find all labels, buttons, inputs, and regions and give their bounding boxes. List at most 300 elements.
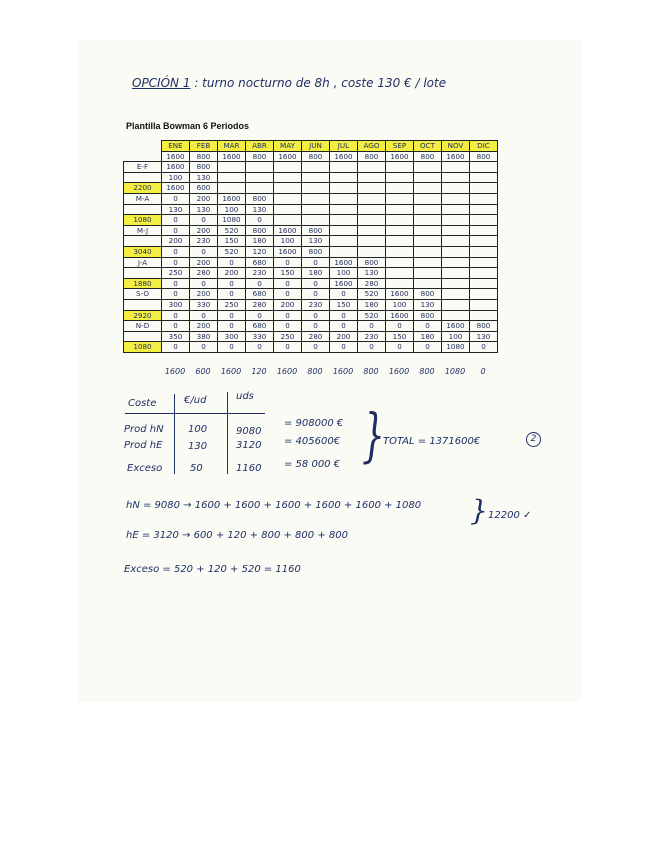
table-cell: 0: [274, 321, 302, 332]
table-cell: 0: [302, 310, 330, 321]
table-cell: 0: [274, 278, 302, 289]
empty-cell: [358, 183, 386, 194]
cost-row-units: 3120: [236, 440, 262, 451]
table-cell: 100: [386, 299, 414, 310]
empty-cell: [386, 215, 414, 226]
cost-row-label: Prod hN: [124, 424, 164, 435]
table-cell: 680: [246, 289, 274, 300]
empty-cell: [414, 172, 442, 183]
empty-cell: [386, 193, 414, 204]
empty-cell: [470, 236, 498, 247]
empty-cell: [330, 236, 358, 247]
empty-cell: [414, 268, 442, 279]
row-label: 1080: [124, 342, 162, 353]
formula-hn: hN = 9080 → 1600 + 1600 + 1600 + 1600 + 1600 + 1080: [126, 500, 422, 511]
empty-cell: [358, 246, 386, 257]
row-label: N-D: [124, 321, 162, 332]
empty-cell: [442, 310, 470, 321]
table-row: [124, 257, 498, 268]
total-value: 120: [251, 367, 267, 376]
corner-cell: [124, 151, 162, 162]
table-cell: 0: [274, 289, 302, 300]
table-cell: 100: [442, 331, 470, 342]
table-cell: 0: [330, 321, 358, 332]
empty-cell: [330, 246, 358, 257]
table-cell: 0: [274, 257, 302, 268]
empty-cell: [218, 183, 246, 194]
table-cell: 130: [190, 172, 218, 183]
empty-cell: [470, 299, 498, 310]
table-cell: 800: [414, 289, 442, 300]
table-cell: 200: [190, 289, 218, 300]
formula-check: 12200 ✓: [488, 510, 532, 521]
total-value: 1600: [276, 367, 298, 376]
page-title: [132, 76, 446, 90]
empty-cell: [386, 183, 414, 194]
table-cell: 130: [470, 331, 498, 342]
empty-cell: [470, 204, 498, 215]
cost-row-eq: = 908000 €: [284, 418, 344, 429]
table-cell: 280: [302, 331, 330, 342]
table-row: [124, 236, 498, 247]
empty-cell: [470, 215, 498, 226]
table-cell: 520: [218, 246, 246, 257]
empty-cell: [330, 193, 358, 204]
empty-cell: [470, 225, 498, 236]
table-cell: 130: [302, 236, 330, 247]
table-cell: 1600: [330, 257, 358, 268]
table-cell: 0: [302, 278, 330, 289]
empty-cell: [330, 204, 358, 215]
table-row: [124, 310, 498, 321]
table-cell: 200: [190, 225, 218, 236]
table-cell: 380: [190, 331, 218, 342]
empty-cell: [414, 225, 442, 236]
empty-cell: [358, 225, 386, 236]
empty-cell: [302, 193, 330, 204]
empty-cell: [442, 162, 470, 173]
cost-row-units: 9080: [236, 426, 262, 437]
table-row: [124, 246, 498, 257]
month-header: MAY: [274, 141, 302, 152]
table-cell: 100: [162, 172, 190, 183]
empty-cell: [386, 172, 414, 183]
table-cell: 0: [358, 342, 386, 353]
cost-header-price: €/ud: [184, 395, 207, 406]
month-header: ABR: [246, 141, 274, 152]
month-header: SEP: [386, 141, 414, 152]
empty-cell: [386, 257, 414, 268]
capacity-cell: 800: [190, 151, 218, 162]
table-cell: 0: [302, 257, 330, 268]
empty-cell: [442, 204, 470, 215]
table-cell: 520: [358, 289, 386, 300]
table-cell: 800: [246, 225, 274, 236]
table-cell: 600: [190, 183, 218, 194]
table-cell: 300: [218, 331, 246, 342]
cost-header-line: [125, 413, 265, 414]
total-value: 1080: [444, 367, 466, 376]
table-row: [124, 193, 498, 204]
table-cell: 280: [358, 278, 386, 289]
empty-cell: [442, 257, 470, 268]
empty-cell: [358, 172, 386, 183]
table-cell: 0: [246, 342, 274, 353]
table-row: [124, 299, 498, 310]
empty-cell: [442, 225, 470, 236]
table-cell: 0: [162, 310, 190, 321]
empty-cell: [218, 172, 246, 183]
table-cell: 200: [190, 193, 218, 204]
capacity-cell: 800: [246, 151, 274, 162]
table-row: [124, 342, 498, 353]
row-label: E-F: [124, 162, 162, 173]
total-value: 1600: [388, 367, 410, 376]
capacity-cell: 1600: [274, 151, 302, 162]
empty-cell: [330, 215, 358, 226]
table-cell: 0: [162, 246, 190, 257]
table-row: [124, 215, 498, 226]
table-cell: 130: [190, 204, 218, 215]
table-cell: 0: [218, 257, 246, 268]
table-cell: 0: [190, 342, 218, 353]
empty-cell: [386, 162, 414, 173]
bowman-table: [123, 140, 498, 353]
row-label: [124, 236, 162, 247]
capacity-cell: 800: [414, 151, 442, 162]
table-cell: 150: [330, 299, 358, 310]
table-row: [124, 172, 498, 183]
empty-cell: [330, 225, 358, 236]
cost-row-price: 50: [190, 463, 203, 474]
table-cell: 0: [190, 278, 218, 289]
table-cell: 200: [274, 299, 302, 310]
empty-cell: [358, 236, 386, 247]
row-label: [124, 299, 162, 310]
formula-exceso: Exceso = 520 + 120 + 520 = 1160: [124, 564, 301, 575]
table-cell: 800: [358, 257, 386, 268]
month-header: AGO: [358, 141, 386, 152]
table-cell: 150: [386, 331, 414, 342]
empty-cell: [470, 278, 498, 289]
capacity-cell: 800: [358, 151, 386, 162]
cost-row-label: Exceso: [127, 463, 163, 474]
empty-cell: [358, 215, 386, 226]
table-cell: 1600: [218, 193, 246, 204]
empty-cell: [442, 172, 470, 183]
row-label: 3040: [124, 246, 162, 257]
table-cell: 150: [274, 268, 302, 279]
empty-cell: [470, 268, 498, 279]
total-cost: TOTAL = 1371600€: [383, 436, 481, 447]
table-cell: 130: [358, 268, 386, 279]
capacity-cell: 1600: [162, 151, 190, 162]
empty-cell: [386, 204, 414, 215]
table-cell: 0: [190, 215, 218, 226]
cost-header-coste: Coste: [128, 398, 157, 409]
cost-header-units: uds: [236, 391, 254, 402]
table-cell: 680: [246, 321, 274, 332]
empty-cell: [414, 204, 442, 215]
corner-cell: [124, 141, 162, 152]
option-label: OPCIÓN 1: [132, 76, 191, 90]
month-header: JUN: [302, 141, 330, 152]
table-cell: 1080: [442, 342, 470, 353]
table-cell: 0: [190, 310, 218, 321]
table-cell: 180: [414, 331, 442, 342]
table-cell: 0: [218, 278, 246, 289]
table-row: [124, 289, 498, 300]
table-cell: 280: [190, 268, 218, 279]
table-cell: 0: [330, 342, 358, 353]
table-cell: 0: [386, 321, 414, 332]
empty-cell: [358, 193, 386, 204]
cost-row-label: Prod hE: [124, 440, 163, 451]
cost-row-eq: = 58 000 €: [284, 459, 341, 470]
empty-cell: [442, 289, 470, 300]
table-cell: 230: [358, 331, 386, 342]
table-cell: 180: [246, 236, 274, 247]
empty-cell: [246, 172, 274, 183]
table-cell: 200: [162, 236, 190, 247]
row-label: [124, 172, 162, 183]
empty-cell: [386, 278, 414, 289]
cost-row-units: 1160: [236, 463, 262, 474]
empty-cell: [442, 236, 470, 247]
cost-divider-2: [227, 392, 228, 474]
table-cell: 1080: [218, 215, 246, 226]
row-label: [124, 204, 162, 215]
empty-cell: [274, 193, 302, 204]
table-cell: 0: [246, 278, 274, 289]
table-cell: 100: [274, 236, 302, 247]
empty-cell: [470, 257, 498, 268]
empty-cell: [442, 268, 470, 279]
empty-cell: [442, 299, 470, 310]
empty-cell: [330, 172, 358, 183]
table-cell: 800: [190, 162, 218, 173]
total-value: 800: [307, 367, 323, 376]
table-row: [124, 225, 498, 236]
month-header: JUL: [330, 141, 358, 152]
table-row: [124, 162, 498, 173]
empty-cell: [302, 215, 330, 226]
month-header: ENE: [162, 141, 190, 152]
table-row: [124, 204, 498, 215]
table-cell: 230: [246, 268, 274, 279]
empty-cell: [470, 193, 498, 204]
table-cell: 150: [218, 236, 246, 247]
empty-cell: [414, 183, 442, 194]
empty-cell: [302, 162, 330, 173]
row-label: J-A: [124, 257, 162, 268]
table-cell: 200: [190, 321, 218, 332]
row-label: 2200: [124, 183, 162, 194]
table-cell: 200: [190, 257, 218, 268]
empty-cell: [470, 162, 498, 173]
empty-cell: [414, 162, 442, 173]
empty-cell: [274, 183, 302, 194]
table-row: [124, 268, 498, 279]
capacity-cell: 1600: [386, 151, 414, 162]
row-label: M-J: [124, 225, 162, 236]
table-cell: 800: [470, 321, 498, 332]
row-label: 2920: [124, 310, 162, 321]
empty-cell: [470, 289, 498, 300]
total-value: 0: [480, 367, 486, 376]
table-cell: 800: [414, 310, 442, 321]
table-row: [124, 278, 498, 289]
table-cell: 250: [274, 331, 302, 342]
row-label: 1080: [124, 215, 162, 226]
table-cell: 0: [218, 342, 246, 353]
table-cell: 200: [218, 268, 246, 279]
capacity-cell: 800: [470, 151, 498, 162]
table-cell: 0: [246, 215, 274, 226]
empty-cell: [414, 193, 442, 204]
table-cell: 0: [470, 342, 498, 353]
total-value: 1600: [164, 367, 186, 376]
empty-cell: [302, 204, 330, 215]
table-cell: 180: [302, 268, 330, 279]
empty-cell: [274, 215, 302, 226]
table-cell: 0: [162, 225, 190, 236]
total-value: 1600: [220, 367, 242, 376]
row-label: S-O: [124, 289, 162, 300]
month-header: FEB: [190, 141, 218, 152]
table-cell: 230: [302, 299, 330, 310]
empty-cell: [386, 246, 414, 257]
formula-brace: }: [470, 494, 488, 527]
table-cell: 0: [330, 289, 358, 300]
table-cell: 0: [358, 321, 386, 332]
cost-divider-1: [174, 394, 175, 474]
empty-cell: [246, 183, 274, 194]
cost-row-eq: = 405600€: [284, 436, 341, 447]
empty-cell: [414, 278, 442, 289]
table-cell: 800: [302, 246, 330, 257]
table-cell: 0: [274, 342, 302, 353]
capacity-cell: 1600: [442, 151, 470, 162]
table-row: [124, 183, 498, 194]
table-cell: 0: [218, 310, 246, 321]
row-label: 1880: [124, 278, 162, 289]
table-cell: 1600: [274, 246, 302, 257]
capacity-cell: 1600: [330, 151, 358, 162]
table-cell: 0: [162, 342, 190, 353]
empty-cell: [442, 278, 470, 289]
table-cell: 0: [302, 342, 330, 353]
table-cell: 520: [358, 310, 386, 321]
table-cell: 350: [162, 331, 190, 342]
table-row: [124, 331, 498, 342]
table-cell: 0: [162, 278, 190, 289]
empty-cell: [330, 183, 358, 194]
empty-cell: [442, 183, 470, 194]
table-cell: 120: [246, 246, 274, 257]
table-cell: 0: [302, 321, 330, 332]
month-header: DIC: [470, 141, 498, 152]
table-cell: 0: [414, 321, 442, 332]
table-cell: 1600: [162, 162, 190, 173]
table-cell: 0: [218, 321, 246, 332]
table-cell: 130: [246, 204, 274, 215]
table-cell: 230: [190, 236, 218, 247]
month-header: OCT: [414, 141, 442, 152]
empty-cell: [470, 172, 498, 183]
empty-cell: [386, 268, 414, 279]
template-caption: Plantilla Bowman 6 Periodos: [126, 121, 250, 131]
table-cell: 1600: [386, 310, 414, 321]
row-label: [124, 331, 162, 342]
empty-cell: [386, 236, 414, 247]
table-cell: 1600: [386, 289, 414, 300]
table-cell: 1600: [274, 225, 302, 236]
table-cell: 680: [246, 257, 274, 268]
row-label: [124, 268, 162, 279]
empty-cell: [358, 162, 386, 173]
option-description: : turno nocturno de 8h , coste 130 € / lote: [194, 76, 447, 90]
table-cell: 800: [302, 225, 330, 236]
table-cell: 100: [218, 204, 246, 215]
table-cell: 0: [162, 215, 190, 226]
empty-cell: [442, 193, 470, 204]
empty-cell: [386, 225, 414, 236]
empty-cell: [414, 215, 442, 226]
table-cell: 1600: [162, 183, 190, 194]
table-cell: 0: [414, 342, 442, 353]
table-cell: 1600: [330, 278, 358, 289]
table-cell: 180: [358, 299, 386, 310]
table-cell: 280: [246, 299, 274, 310]
empty-cell: [274, 204, 302, 215]
right-brace: }: [362, 403, 385, 470]
table-cell: 0: [330, 310, 358, 321]
empty-cell: [246, 162, 274, 173]
table-row: [124, 321, 498, 332]
empty-cell: [414, 257, 442, 268]
cost-row-price: 100: [188, 424, 208, 435]
table-cell: 0: [218, 289, 246, 300]
empty-cell: [302, 172, 330, 183]
table-cell: 200: [330, 331, 358, 342]
empty-cell: [470, 310, 498, 321]
table-cell: 130: [162, 204, 190, 215]
table-cell: 250: [162, 268, 190, 279]
total-value: 800: [419, 367, 435, 376]
circled-number: 2: [526, 432, 541, 447]
total-value: 600: [195, 367, 211, 376]
table-cell: 100: [330, 268, 358, 279]
empty-cell: [274, 172, 302, 183]
table-cell: 300: [162, 299, 190, 310]
empty-cell: [470, 183, 498, 194]
table-cell: 130: [414, 299, 442, 310]
empty-cell: [274, 162, 302, 173]
month-header: NOV: [442, 141, 470, 152]
total-value: 800: [363, 367, 379, 376]
table-cell: 520: [218, 225, 246, 236]
table-cell: 0: [386, 342, 414, 353]
empty-cell: [414, 246, 442, 257]
empty-cell: [414, 236, 442, 247]
formula-he: hE = 3120 → 600 + 120 + 800 + 800 + 800: [126, 530, 348, 541]
table-cell: 330: [190, 299, 218, 310]
row-label: M-A: [124, 193, 162, 204]
cost-row-price: 130: [188, 441, 208, 452]
total-value: 1600: [332, 367, 354, 376]
empty-cell: [442, 215, 470, 226]
